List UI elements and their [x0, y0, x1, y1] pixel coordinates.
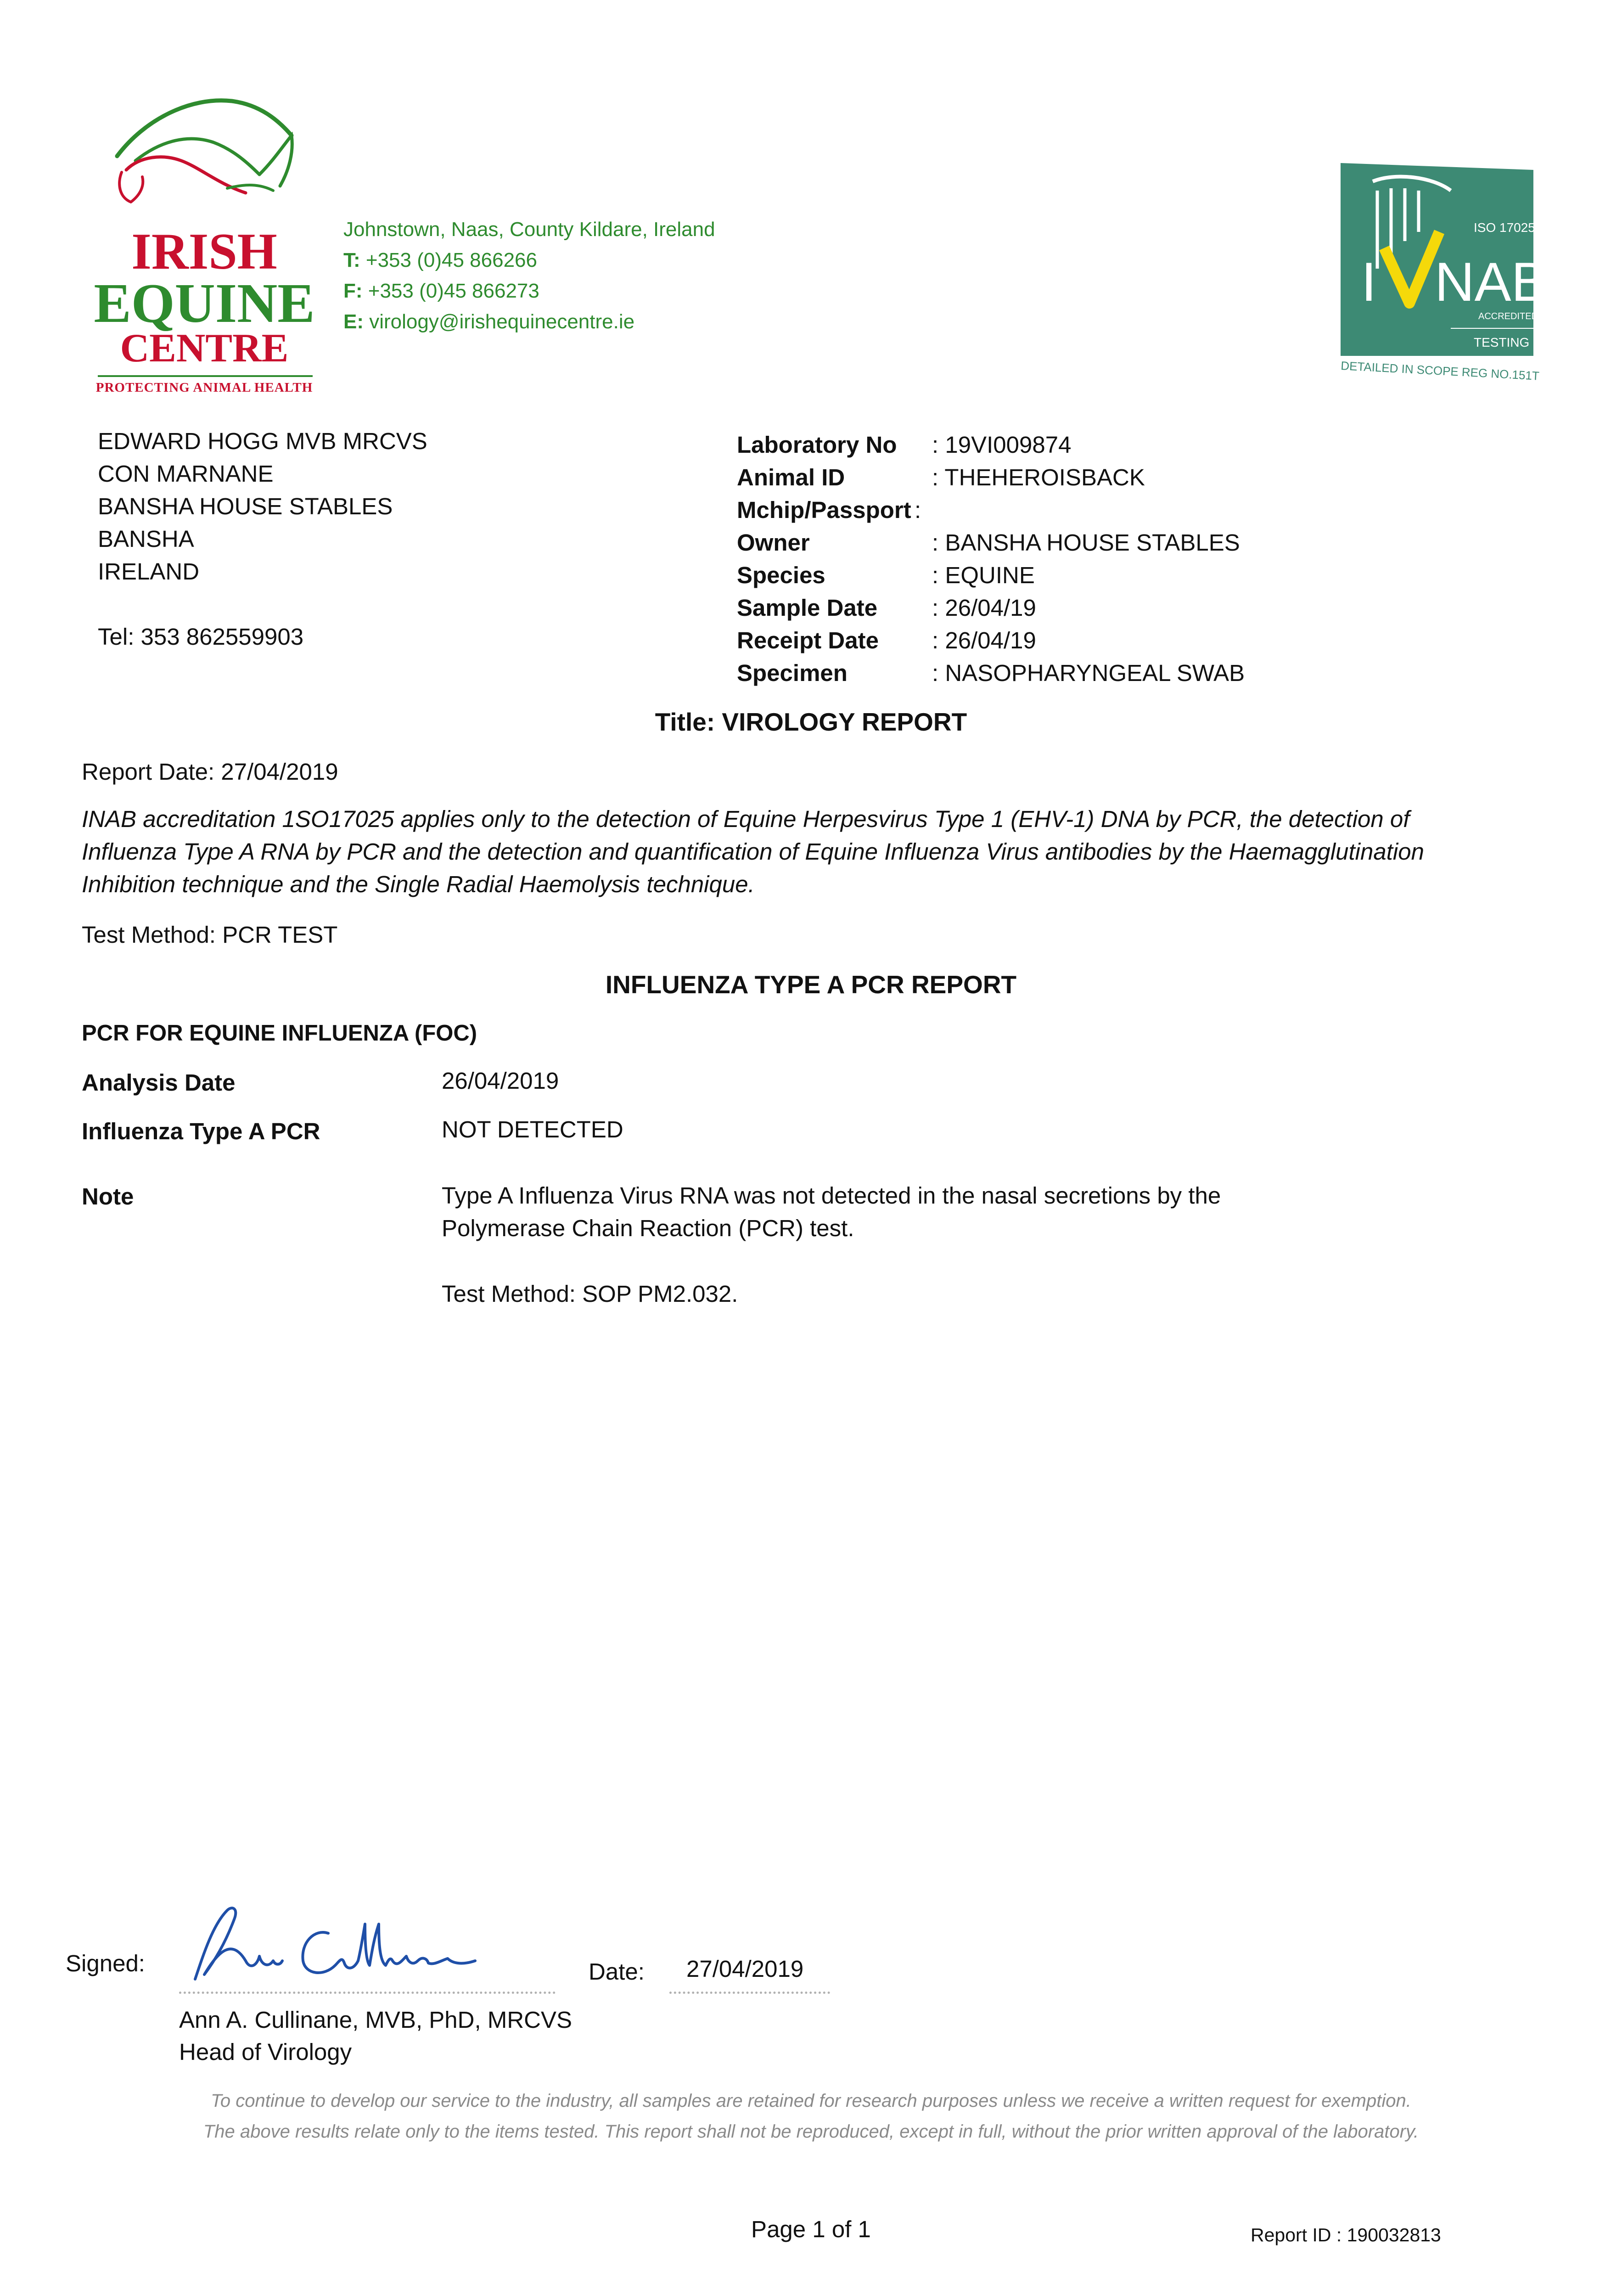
inab-scope-text: DETAILED IN SCOPE REG NO.151T	[1341, 359, 1540, 383]
irish-equine-centre-logo	[90, 92, 328, 404]
inab-letter-i: I	[1361, 251, 1377, 313]
recipient-address	[98, 425, 427, 653]
fax-label: F:	[343, 280, 363, 302]
signature-line	[179, 1992, 556, 1994]
lab-detail-label: Animal ID	[737, 464, 845, 490]
signature-date: 27/04/2019	[686, 1956, 804, 1982]
note-text: Type A Influenza Virus RNA was not detected in the nasal secretions by the Polymerase Chain Reaction (PCR) test.	[442, 1182, 1221, 1241]
handwritten-signature	[177, 1896, 507, 1998]
email-value: virology@irishequinecentre.ie	[369, 310, 635, 333]
lab-fax	[343, 276, 539, 306]
lab-detail-value: : 26/04/19	[932, 595, 1036, 621]
report-id: Report ID : 190032813	[1251, 2224, 1441, 2245]
pcr-result-value: NOT DETECTED	[442, 1116, 623, 1142]
signer-name: Ann A. Cullinane, MVB, PhD, MRCVS	[179, 2007, 572, 2033]
address-spacer	[98, 588, 427, 620]
page-number: Page 1 of 1	[751, 2216, 871, 2242]
lab-phone	[343, 245, 537, 276]
email-label: E:	[343, 310, 364, 333]
inab-iso-text: ISO 17025	[1474, 220, 1535, 235]
phone-label: T:	[343, 249, 360, 271]
section-title: INFLUENZA TYPE A PCR REPORT	[605, 970, 1017, 999]
horse-logo-icon	[108, 92, 310, 207]
inab-badge-icon	[1341, 163, 1543, 393]
recipient-line-2: CON MARNANE	[98, 461, 274, 487]
report-date: Report Date: 27/04/2019	[82, 759, 338, 785]
lab-detail-value: : 19VI009874	[932, 432, 1072, 458]
inab-accredited-text: ACCREDITED	[1478, 311, 1538, 321]
lab-detail-label: Owner	[737, 529, 810, 556]
date-line	[669, 1992, 830, 1994]
lab-detail-label: Receipt Date	[737, 627, 879, 653]
lab-email	[343, 306, 634, 337]
lab-detail-label: Laboratory No	[737, 432, 897, 458]
lab-detail-value: :	[915, 497, 921, 523]
inab-testing-text: TESTING	[1474, 335, 1530, 349]
recipient-line-5: IRELAND	[98, 558, 200, 585]
date-label: Date:	[589, 1958, 645, 1985]
recipient-line-3: BANSHA HOUSE STABLES	[98, 493, 393, 519]
footer-retention-notice: To continue to develop our service to the industry, all samples are retained for research purposes unless we receive a written request for exemption.	[211, 2091, 1411, 2111]
lab-detail-value: : BANSHA HOUSE STABLES	[932, 529, 1240, 556]
analysis-date-label: Analysis Date	[82, 1069, 236, 1096]
lab-detail-value: : THEHEROISBACK	[932, 464, 1145, 490]
pcr-heading: PCR FOR EQUINE INFLUENZA (FOC)	[82, 1021, 477, 1046]
recipient-line-4: BANSHA	[98, 526, 194, 552]
accreditation-statement: INAB accreditation 1SO17025 applies only to the detection of Equine Herpesvirus Type 1 (EHV-1) DNA by PCR, the detection of Influenza Type A RNA by PCR and the detection and quantification of Equine Influenza Virus antibodies by the Haemagglutination Inhibition technique and the Single Radial Haemolysis technique.	[82, 806, 1424, 897]
logo-word-equine: EQUINE	[94, 272, 315, 334]
footer-reproduction-notice: The above results relate only to the items tested. This report shall not be reproduced, except in full, without the prior written approval of the laboratory.	[203, 2122, 1419, 2142]
lab-detail-label: Species	[737, 562, 825, 588]
inab-accreditation-logo	[1341, 163, 1543, 393]
logo-word-centre: CENTRE	[120, 326, 289, 371]
logo-word-irish: IRISH	[131, 223, 277, 280]
lab-detail-value: : 26/04/19	[932, 627, 1036, 653]
analysis-date-value: 26/04/2019	[442, 1068, 559, 1094]
note-label: Note	[82, 1183, 134, 1210]
lab-detail-label: Mchip/Passport	[737, 497, 911, 523]
logo-divider	[98, 375, 313, 377]
test-method: Test Method: PCR TEST	[82, 922, 338, 948]
lab-address: Johnstown, Naas, County Kildare, Ireland	[343, 218, 715, 241]
signer-title: Head of Virology	[179, 2039, 352, 2065]
recipient-tel: Tel: 353 862559903	[98, 624, 304, 650]
lab-detail-label: Specimen	[737, 660, 847, 686]
phone-value: +353 (0)45 866266	[365, 249, 537, 271]
lab-detail-value: : NASOPHARYNGEAL SWAB	[932, 660, 1245, 686]
lab-detail-value: : EQUINE	[932, 562, 1035, 588]
note-test-method: Test Method: SOP PM2.032.	[442, 1281, 738, 1307]
report-title: Title: VIROLOGY REPORT	[655, 708, 967, 736]
fax-value: +353 (0)45 866273	[368, 280, 539, 302]
inab-letters: NAB	[1435, 251, 1543, 313]
pcr-result-label: Influenza Type A PCR	[82, 1118, 320, 1144]
logo-tagline: PROTECTING ANIMAL HEALTH	[95, 380, 313, 395]
recipient-line-1: EDWARD HOGG MVB MRCVS	[98, 428, 427, 454]
lab-detail-label: Sample Date	[737, 595, 878, 621]
signed-label: Signed:	[66, 1950, 145, 1976]
